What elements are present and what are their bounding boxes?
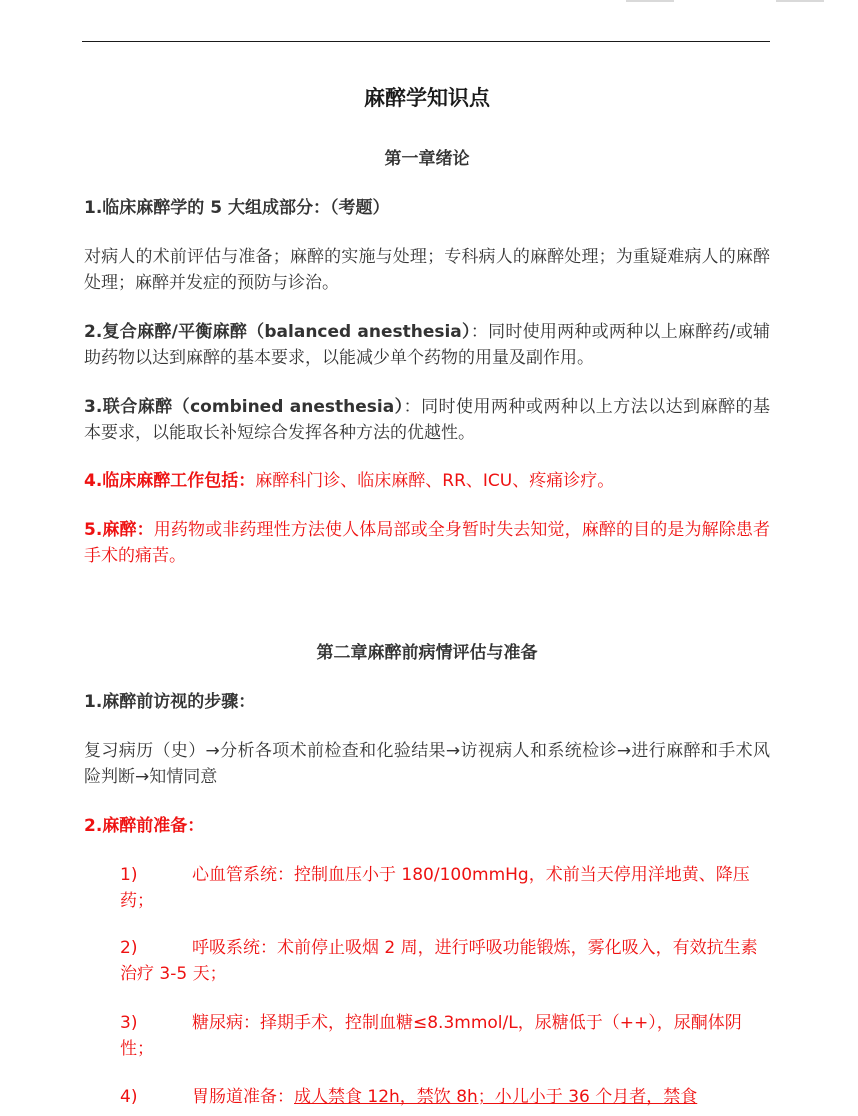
list-item-text: 术前停止吸烟 2 周，进行呼吸功能锻炼，雾化吸入，有效抗生素治疗 3-5 天；	[120, 938, 758, 984]
ch1-section-4-body: 麻醉科门诊、临床麻醉、RR、ICU、疼痛诊疗。	[255, 471, 615, 491]
ch1-section-2	[84, 319, 770, 371]
ch1-section-5-body: 用药物或非药理性方法使人体局部或全身暂时失去知觉，麻醉的目的是为解除患者手术的痛苦。	[84, 520, 771, 566]
list-item-number: 2)	[120, 938, 138, 958]
document-title: 麻醉学知识点	[364, 86, 490, 110]
list-item	[120, 935, 770, 987]
list-item-label: 心血管系统：	[192, 865, 294, 885]
list-item-text: 择期手术，控制血糖≤8.3mmol/L，尿糖低于（++），尿酮体阴性；	[120, 1013, 742, 1059]
ch1-section-4-term: 4.临床麻醉工作包括：	[84, 471, 256, 491]
list-item-number: 1)	[120, 865, 138, 885]
ch1-section-3-body: ：同时使用两种或两种以上方法以达到麻醉的基本要求，以能取长补短综合发挥各种方法的优越性。	[84, 397, 771, 443]
ch1-section-3-term: 3.联合麻醉（combined anesthesia）	[84, 397, 404, 417]
list-item	[120, 1084, 770, 1110]
ch1-section-1-heading: 1.临床麻醉学的 5 大组成部分：（考题）	[84, 198, 390, 218]
list-item	[120, 1010, 770, 1062]
ch1-section-3	[84, 394, 770, 446]
ch1-section-1-body: 对病人的术前评估与准备；麻醉的实施与处理；专科病人的麻醉处理；为重疑难病人的麻醉处理；麻醉并发症的预防与诊治。	[84, 247, 770, 293]
chapter-1-title: 第一章绪论	[384, 149, 470, 169]
list-item-label: 胃肠道准备：	[192, 1087, 294, 1107]
chapter-2-title: 第二章麻醉前病情评估与准备	[316, 643, 538, 663]
header-mark	[626, 0, 674, 2]
ch2-section-1-heading: 1.麻醉前访视的步骤：	[84, 692, 256, 712]
list-item-text: 控制血压小于 180/100mmHg，术前当天停用洋地黄、降压药；	[120, 865, 750, 911]
ch1-section-4	[84, 468, 770, 494]
list-item	[120, 862, 770, 914]
header-rule	[82, 41, 770, 42]
list-item-label: 呼吸系统：	[192, 938, 277, 958]
header-mark	[776, 0, 824, 2]
ch1-section-2-term: 2.复合麻醉/平衡麻醉（balanced anesthesia）	[84, 322, 471, 342]
list-item-text: 成人禁食 12h，禁饮 8h；小儿小于 36 个月者，禁食	[294, 1087, 698, 1107]
list-item-label: 糖尿病：	[192, 1013, 260, 1033]
ch1-section-5	[84, 517, 770, 569]
ch2-section-2-heading: 2.麻醉前准备：	[84, 816, 205, 836]
ch1-section-2-body: ：同时使用两种或两种以上麻醉药/或辅助药物以达到麻醉的基本要求，以能减少单个药物的用量及副作用。	[84, 322, 770, 368]
ch2-section-1-body: 复习病历（史）→分析各项术前检查和化验结果→访视病人和系统检诊→进行麻醉和手术风险判断→知情同意	[84, 741, 770, 787]
list-item-number: 4)	[120, 1087, 138, 1107]
list-item-number: 3)	[120, 1013, 138, 1033]
ch1-section-5-term: 5.麻醉：	[84, 520, 154, 540]
